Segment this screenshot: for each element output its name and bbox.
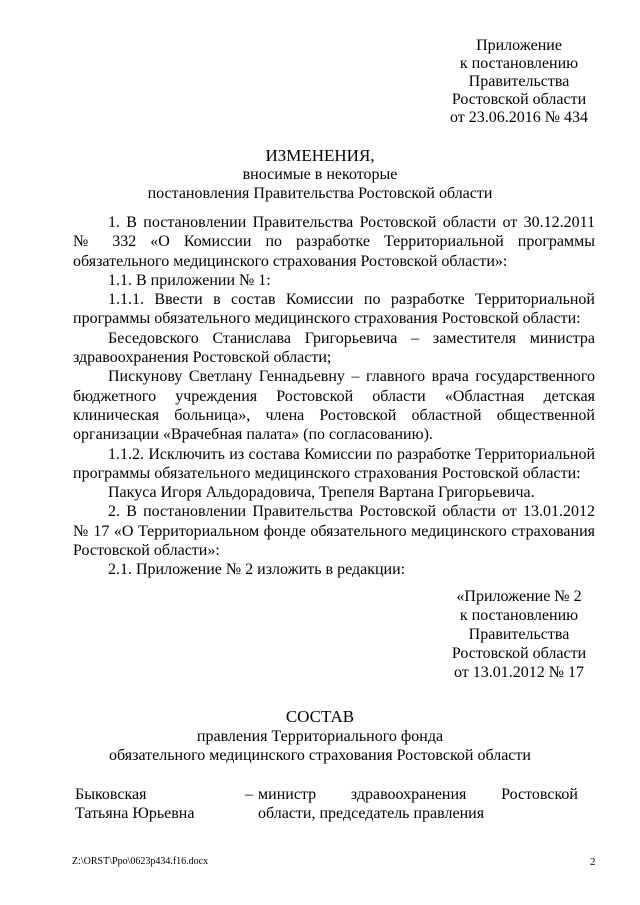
member-surname: Быковская bbox=[75, 786, 147, 803]
paragraph: 1. В постановлении Правительства Ростовской области от 30.12.2011 № 332 «О Комиссии по разработке Территориальной программы обязательного медицинского страхования Ростовской области»: bbox=[73, 214, 595, 270]
appendix-line: к постановлению bbox=[459, 55, 579, 72]
document-title bbox=[0, 146, 640, 203]
paragraph: 1.1.1. Ввести в состав Комиссии по разработке Территориальной программы обязательного медицинского страхования Ростовской области: bbox=[73, 291, 595, 328]
appendix-line: от 23.06.2016 № 434 bbox=[449, 109, 589, 126]
appendix2-header bbox=[420, 587, 618, 682]
member-position: министр здравоохранения Ростовской области, председатель правления bbox=[258, 786, 578, 822]
composition-heading: СОСТАВ bbox=[285, 707, 355, 726]
appendix2-line: «Приложение № 2 bbox=[456, 588, 582, 605]
paragraph: 1.1. В приложении № 1: bbox=[108, 271, 271, 289]
page-number: 2 bbox=[590, 856, 596, 868]
document-body bbox=[73, 213, 595, 580]
appendix-header bbox=[420, 37, 618, 127]
member-name bbox=[75, 785, 194, 823]
paragraph: Пискунову Светлану Геннадьевну – главного врача государственного бюджетного учреждения Ростовской области «Областная детская клиническая больница», члена Ростовской областной общественной организации «Врачебная палата» (по согласованию). bbox=[73, 368, 595, 444]
composition-line: правления Территориального фонда bbox=[196, 728, 444, 745]
appendix-line: Ростовской области bbox=[451, 91, 587, 108]
appendix-line: Приложение bbox=[476, 37, 562, 54]
board-member bbox=[75, 785, 595, 825]
title-line: вносимые в некоторые bbox=[242, 166, 398, 183]
appendix-line: Правительства bbox=[468, 73, 570, 90]
paragraph: 2. В постановлении Правительства Ростовской области от 13.01.2012 № 17 «О Территориальном фонде обязательного медицинского страхования Ростовской области»: bbox=[73, 503, 595, 560]
title-line: постановления Правительства Ростовской области bbox=[147, 185, 493, 202]
paragraph: Беседовского Станислава Григорьевича – заместителя министра здравоохранения Ростовской области; bbox=[73, 329, 595, 367]
appendix2-line: Ростовской области bbox=[451, 645, 587, 662]
paragraph: 2.1. Приложение № 2 изложить в редакции: bbox=[108, 561, 406, 579]
footer-file-path: Z:\ORST\Ppo\0623p434.f16.docx bbox=[72, 856, 209, 867]
paragraph: Пакуса Игоря Альдорадовича, Трепеля Вартана Григорьевича. bbox=[108, 484, 535, 502]
title-heading: ИЗМЕНЕНИЯ, bbox=[265, 146, 375, 165]
appendix2-line: от 13.01.2012 № 17 bbox=[453, 664, 585, 681]
paragraph: 1.1.2. Исключить из состава Комиссии по разработке Территориальной программы обязательного медицинского страхования Ростовской области: bbox=[73, 445, 595, 482]
appendix2-line: к постановлению bbox=[459, 607, 579, 624]
member-given-names: Татьяна Юрьевна bbox=[75, 805, 195, 822]
composition-title bbox=[0, 707, 640, 765]
composition-line: обязательного медицинского страхования Ростовской области bbox=[109, 747, 531, 764]
member-dash: – bbox=[245, 786, 253, 803]
appendix2-line: Правительства bbox=[468, 626, 570, 643]
